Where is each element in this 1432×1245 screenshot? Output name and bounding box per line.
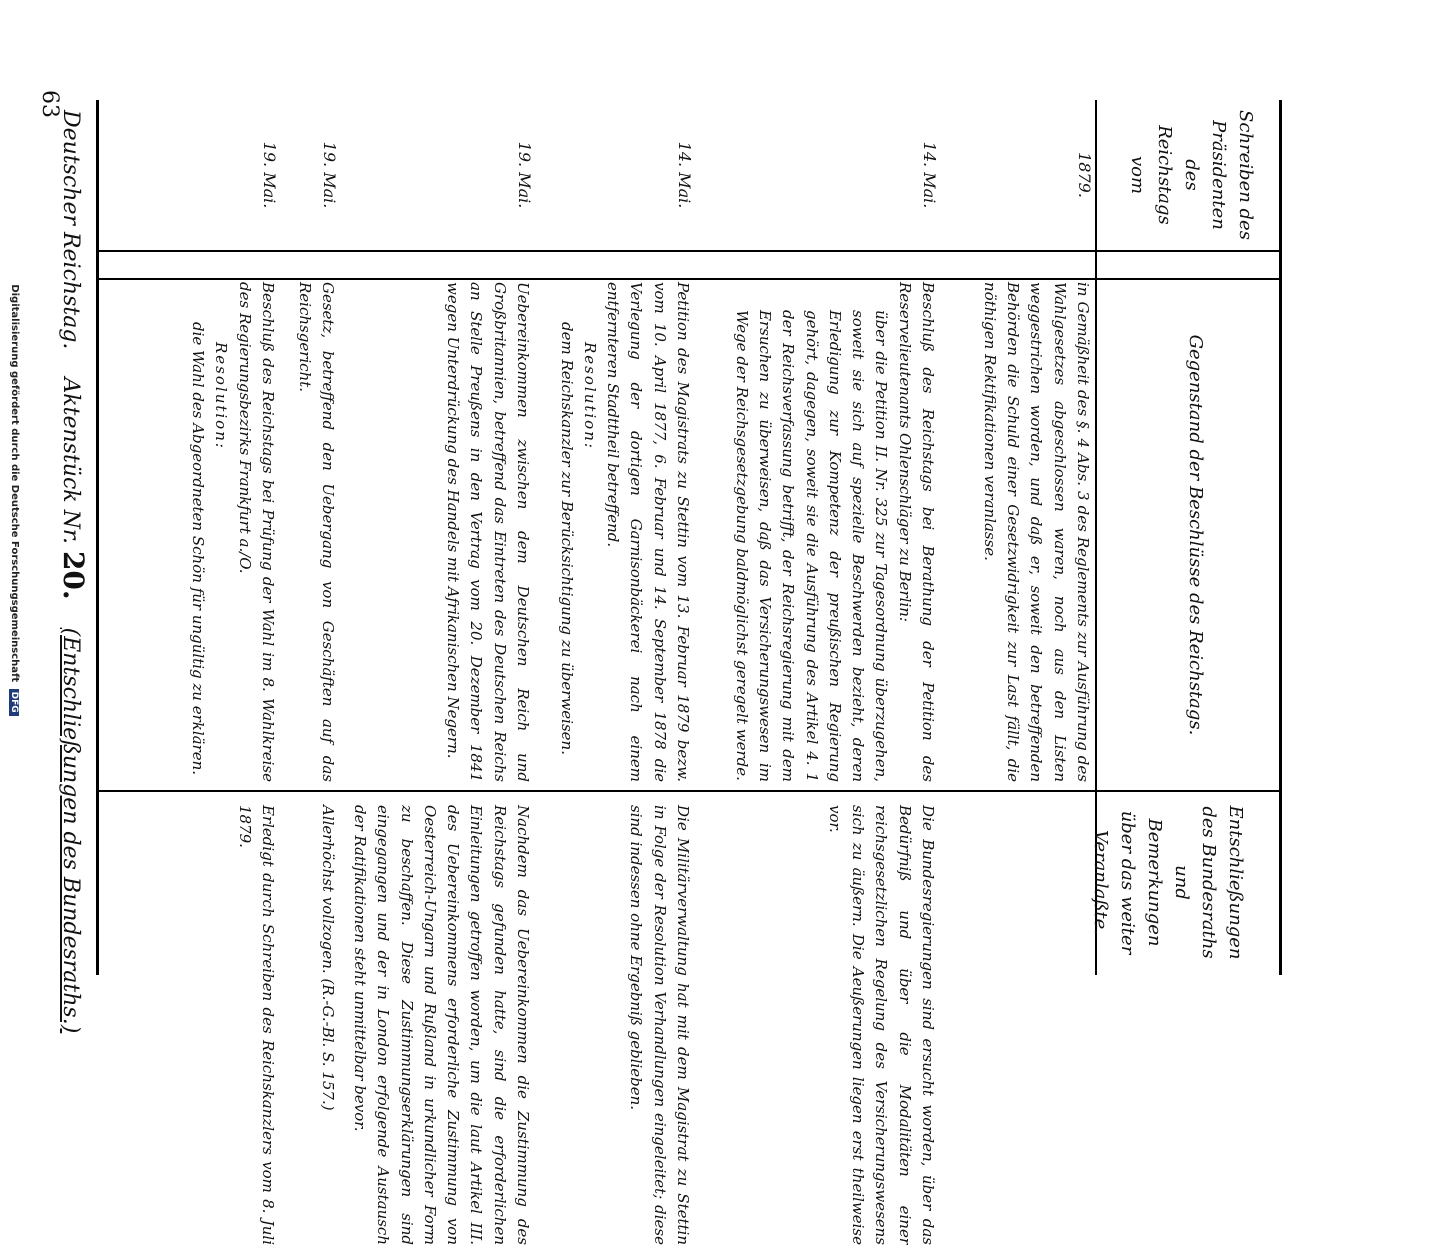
row-subject-title: Beschluß des Reichstags bei Berathung der Petition des Reservelieutenants Ohlenschläger zu Berlin: xyxy=(895,282,937,782)
header-right: (Entschließungen des Bundesraths.) xyxy=(58,627,83,1034)
column-rule-date-double xyxy=(99,278,1279,280)
row-date: 19. Mai. xyxy=(320,141,339,209)
row-date: 19. Mai. xyxy=(515,141,534,209)
column-header-result-line2: und xyxy=(1171,865,1192,900)
resolution-label: Resolution: xyxy=(581,342,599,450)
dfg-logo: DFG xyxy=(9,689,19,716)
column-rule-date xyxy=(99,250,1279,252)
page-number: 63 xyxy=(37,90,62,118)
row-subject-title: Petition des Magistrats zu Stettin vom 13. Februar 1879 bezw. vom 10. April 1877, 6. Februar und 14. September 1878 die Verlegung der dortigen Garnisonbäckerei nach einem entfernteren Stadttheil betreffend. xyxy=(604,282,692,782)
column-header-result xyxy=(1087,800,1249,965)
header-left: Deutscher Reichstag. xyxy=(58,110,83,350)
running-head xyxy=(57,110,90,1034)
column-header-date: Schreiben des Präsidenten des Reichstags vom xyxy=(1127,110,1256,240)
digitization-note-text: Digitalisierung gefördert durch die Deutsche Forschungsgemeinschaft xyxy=(9,284,20,683)
digitization-note xyxy=(9,0,20,1000)
column-header-result-line1: Entschließungen des Bundesraths xyxy=(1198,805,1246,960)
row-result: Allerhöchst vollzogen. (R.-G.-Bl. S. 157.) xyxy=(319,805,337,1111)
header-document-number: 20. xyxy=(57,550,90,600)
row-result: Nachdem das Uebereinkommen die Zustimmung des Reichstags gefunden hatte, sind die erforderlichen Einleitungen getroffen worden, um die laut Artikel III. des Uebereinkommens erforderliche Zustimmung von Oesterreich-Ungarn und Rußland in urkundlicher Form zu beschaffen. Diese Zustimmungserklärungen sind eingegangen und der in London erfolgende Austausch der Ratifikationen steht unmittelbar bevor. xyxy=(351,805,532,1245)
row-subject-body: über die Petition II. Nr. 325 zur Tagesordnung überzugehen, soweit sie sich auf spezielle Beschwerden bezieht, deren Erledigung zur Kompetenz der preußischen Regierung gehört, dagegen, soweit sie die Ausführung des Artikel 4. 1 der Reichsverfassung betrifft, der Reichsregierung mit dem Ersuchen zu überweisen, daß das Versicherungswesen im Wege der Reichsgesetzgebung baldmöglichst geregelt werde. xyxy=(733,310,891,782)
row-date: 14. Mai. xyxy=(675,141,694,209)
row-subject-title: Beschluß des Reichstags bei Prüfung der Wahl im 8. Wahlkreise des Regierungsbezirks Frankfurt a./O. xyxy=(235,282,277,782)
row-result: Die Bundesregierungen sind ersucht worden, über das Bedürfniß und über die Modalitäten einer reichsgesetzlichen Regelung des Versicherungswesens sich zu äußern. Die Aeußerungen liegen erst theilweise vor. xyxy=(826,805,937,1245)
column-header-subject: Gegenstand der Beschlüsse des Reichstags. xyxy=(1185,334,1206,736)
resolution-text: die Wahl des Abgeordneten Schön für ungültig zu erklären. xyxy=(189,322,208,776)
row-result: Die Militärverwaltung hat mit dem Magistrat zu Stettin in Folge der Resolution Verhandlungen eingeleitet; diese sind indessen ohne Ergebniß geblieben. xyxy=(627,805,692,1245)
resolution-text: dem Reichskanzler zur Berücksichtigung zu überweisen. xyxy=(557,322,576,755)
row-subject xyxy=(186,282,279,782)
column-header-result-line3: Bemerkungen über das weiter Veranlaßte. xyxy=(1090,810,1165,955)
row-subject xyxy=(555,282,695,782)
row-subject xyxy=(730,282,939,782)
row-result: Erledigt durch Schreiben des Reichskanzlers vom 8. Juli 1879. xyxy=(235,805,277,1245)
row-date: 19. Mai. xyxy=(260,141,279,209)
row-date: 14. Mai. xyxy=(920,141,939,209)
row-date: 1879. xyxy=(1075,152,1094,198)
header-middle-prefix: Aktenstück Nr. xyxy=(58,377,83,544)
row-subject: Gesetz, betreffend den Uebergang von Geschäften auf das Reichsgericht. xyxy=(295,282,337,782)
row-subject: in Gemäßheit des §. 4 Abs. 3 des Reglements zur Ausführung des Wahlgesetzes abgeschlossen waren, noch aus den Listen weggestrichen worden, und daß er, soweit den betreffenden Behörden die Schuld einer Gesetzwidrigkeit zur Last fällt, die nöthigen Rektifikationen veranlasse. xyxy=(981,282,1092,782)
column-rule-subject xyxy=(99,790,1279,792)
resolution-label: Resolution: xyxy=(212,342,231,450)
row-subject: Uebereinkommen zwischen dem Deutschen Reich und Großbritannien, betreffend das Eintreten des Deutschen Reichs an Stelle Preußens in den Vertrag vom 20. Dezember 1841 wegen Unterdrückung des Handels mit Afrikanischen Negern. xyxy=(444,282,532,782)
